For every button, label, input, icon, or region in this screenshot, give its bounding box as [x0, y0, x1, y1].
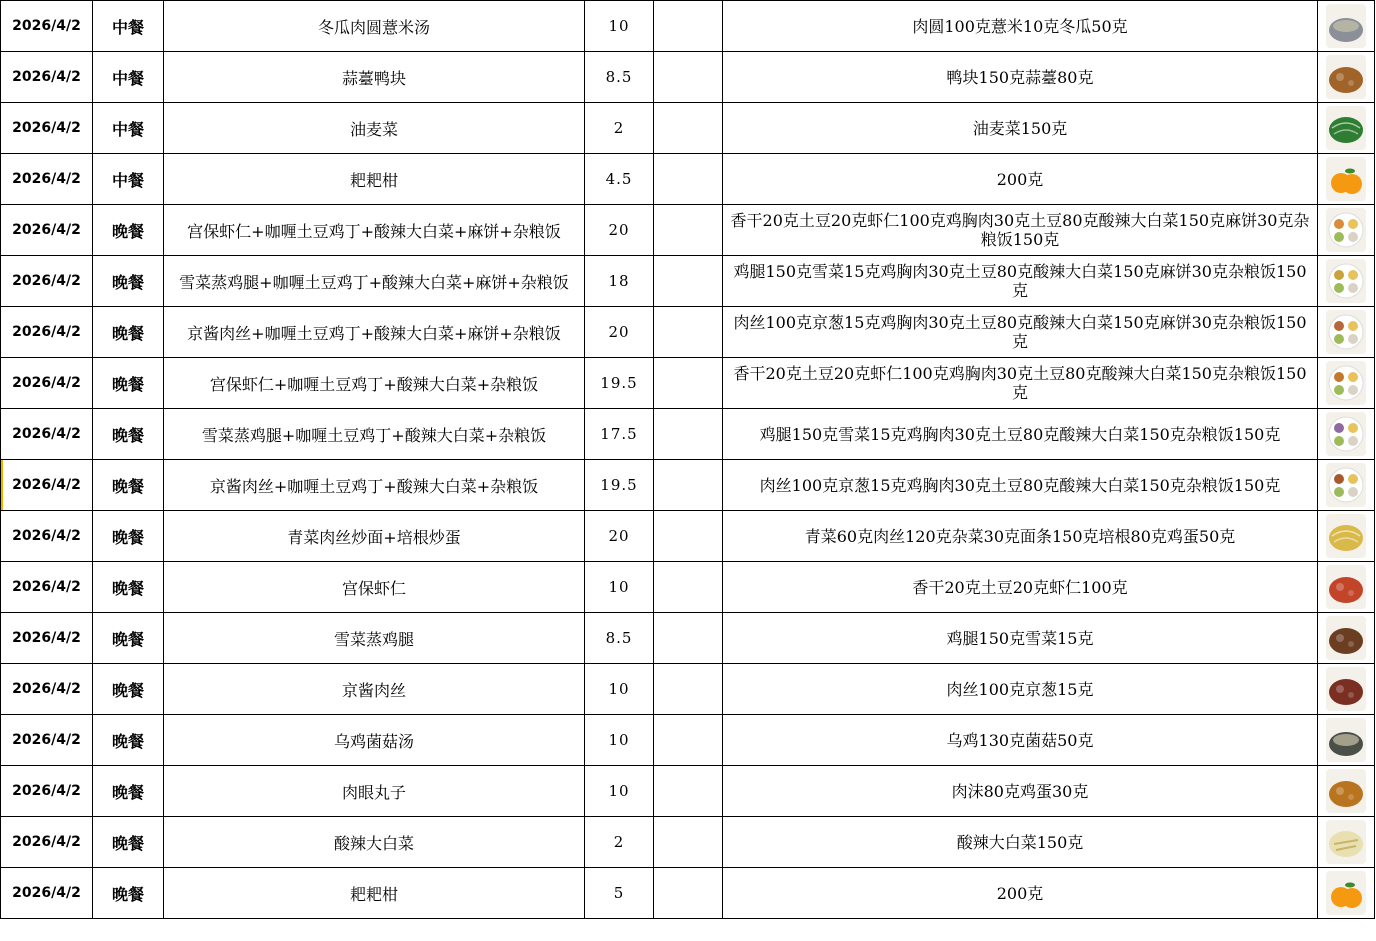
empty-cell[interactable]	[654, 1, 723, 52]
dish-name-cell[interactable]: 青菜肉丝炒面+培根炒蛋	[164, 511, 585, 562]
ingredients-cell[interactable]: 酸辣大白菜150克	[723, 817, 1318, 868]
empty-cell[interactable]	[654, 154, 723, 205]
meal-cell[interactable]: 晚餐	[93, 562, 164, 613]
price-cell[interactable]: 20	[585, 307, 654, 358]
ingredients-cell[interactable]: 乌鸡130克菌菇50克	[723, 715, 1318, 766]
table-row	[1, 460, 1375, 511]
meal-cell[interactable]: 晚餐	[93, 358, 164, 409]
price-cell[interactable]: 10	[585, 562, 654, 613]
empty-cell[interactable]	[654, 103, 723, 154]
greens-icon[interactable]	[1326, 106, 1366, 150]
date-cell[interactable]: 2026/4/2	[1, 715, 93, 766]
image-cell[interactable]	[1318, 613, 1375, 664]
empty-cell[interactable]	[654, 868, 723, 919]
date-cell[interactable]: 2026/4/2	[1, 256, 93, 307]
date-cell[interactable]: 2026/4/2	[1, 154, 93, 205]
ingredients-cell[interactable]: 香干20克土豆20克虾仁100克鸡胸肉30克土豆80克酸辣大白菜150克麻饼30克杂粮饭150克	[723, 205, 1318, 256]
meal-cell[interactable]: 中餐	[93, 103, 164, 154]
shrimp-dish-icon[interactable]	[1326, 565, 1366, 609]
meal-set-icon[interactable]	[1326, 208, 1366, 252]
meal-set-icon[interactable]	[1326, 463, 1366, 507]
table-row	[1, 1, 1375, 52]
cabbage-icon[interactable]	[1326, 820, 1366, 864]
meal-cell[interactable]: 晚餐	[93, 205, 164, 256]
meal-set-icon[interactable]	[1326, 412, 1366, 456]
ingredients-cell[interactable]: 青菜60克肉丝120克杂菜30克面条150克培根80克鸡蛋50克	[723, 511, 1318, 562]
price-cell[interactable]: 10	[585, 664, 654, 715]
price-cell[interactable]: 10	[585, 1, 654, 52]
orange-icon[interactable]	[1326, 871, 1366, 915]
table-row	[1, 103, 1375, 154]
price-cell[interactable]: 20	[585, 205, 654, 256]
dish-name-cell[interactable]: 油麦菜	[164, 103, 585, 154]
ingredients-cell[interactable]: 肉圆100克薏米10克冬瓜50克	[723, 1, 1318, 52]
meal-cell[interactable]: 晚餐	[93, 766, 164, 817]
date-cell[interactable]: 2026/4/2	[1, 664, 93, 715]
empty-cell[interactable]	[654, 460, 723, 511]
empty-cell[interactable]	[654, 205, 723, 256]
menu-table-body	[1, 1, 1375, 919]
dish-name-cell[interactable]: 乌鸡菌菇汤	[164, 715, 585, 766]
dish-name-cell[interactable]: 京酱肉丝	[164, 664, 585, 715]
table-row	[1, 562, 1375, 613]
price-cell[interactable]: 8.5	[585, 52, 654, 103]
date-cell[interactable]: 2026/4/2	[1, 205, 93, 256]
date-cell[interactable]: 2026/4/2	[1, 868, 93, 919]
table-row	[1, 52, 1375, 103]
price-cell[interactable]: 10	[585, 766, 654, 817]
date-cell[interactable]: 2026/4/2	[1, 409, 93, 460]
meal-cell[interactable]: 中餐	[93, 52, 164, 103]
chicken-leg-icon[interactable]	[1326, 616, 1366, 660]
date-cell[interactable]: 2026/4/2	[1, 766, 93, 817]
image-cell[interactable]	[1318, 409, 1375, 460]
dish-name-cell[interactable]: 耙耙柑	[164, 868, 585, 919]
meal-cell[interactable]: 中餐	[93, 154, 164, 205]
date-cell[interactable]: 2026/4/2	[1, 817, 93, 868]
image-cell[interactable]	[1318, 52, 1375, 103]
meatball-icon[interactable]	[1326, 769, 1366, 813]
price-cell[interactable]: 8.5	[585, 613, 654, 664]
dish-name-cell[interactable]: 雪菜蒸鸡腿+咖喱土豆鸡丁+酸辣大白菜+杂粮饭	[164, 409, 585, 460]
date-cell[interactable]: 2026/4/2	[1, 460, 93, 511]
ingredients-cell[interactable]: 鸡腿150克雪菜15克鸡胸肉30克土豆80克酸辣大白菜150克杂粮饭150克	[723, 409, 1318, 460]
ingredients-cell[interactable]: 200克	[723, 154, 1318, 205]
table-row	[1, 358, 1375, 409]
table-row	[1, 511, 1375, 562]
price-cell[interactable]: 17.5	[585, 409, 654, 460]
image-cell[interactable]	[1318, 511, 1375, 562]
image-cell[interactable]	[1318, 664, 1375, 715]
dish-name-cell[interactable]: 宫保虾仁	[164, 562, 585, 613]
empty-cell[interactable]	[654, 409, 723, 460]
date-cell[interactable]: 2026/4/2	[1, 562, 93, 613]
ingredients-cell[interactable]: 肉丝100克京葱15克	[723, 664, 1318, 715]
price-cell[interactable]: 4.5	[585, 154, 654, 205]
table-row	[1, 613, 1375, 664]
empty-cell[interactable]	[654, 817, 723, 868]
image-cell[interactable]	[1318, 1, 1375, 52]
dish-name-cell[interactable]: 肉眼丸子	[164, 766, 585, 817]
price-cell[interactable]: 18	[585, 256, 654, 307]
empty-cell[interactable]	[654, 358, 723, 409]
meal-cell[interactable]: 晚餐	[93, 868, 164, 919]
ingredients-cell[interactable]: 肉丝100克京葱15克鸡胸肉30克土豆80克酸辣大白菜150克麻饼30克杂粮饭150克	[723, 307, 1318, 358]
table-row	[1, 154, 1375, 205]
dish-name-cell[interactable]: 雪菜蒸鸡腿	[164, 613, 585, 664]
table-row	[1, 256, 1375, 307]
ingredients-cell[interactable]: 香干20克土豆20克虾仁100克鸡胸肉30克土豆80克酸辣大白菜150克杂粮饭150克	[723, 358, 1318, 409]
dish-name-cell[interactable]: 京酱肉丝+咖喱土豆鸡丁+酸辣大白菜+麻饼+杂粮饭	[164, 307, 585, 358]
dish-name-cell[interactable]: 耙耙柑	[164, 154, 585, 205]
table-row	[1, 307, 1375, 358]
empty-cell[interactable]	[654, 562, 723, 613]
ingredients-cell[interactable]: 肉丝100克京葱15克鸡胸肉30克土豆80克酸辣大白菜150克杂粮饭150克	[723, 460, 1318, 511]
image-cell[interactable]	[1318, 868, 1375, 919]
duck-stirfry-icon[interactable]	[1326, 55, 1366, 99]
empty-cell[interactable]	[654, 511, 723, 562]
dish-name-cell[interactable]: 雪菜蒸鸡腿+咖喱土豆鸡丁+酸辣大白菜+麻饼+杂粮饭	[164, 256, 585, 307]
ingredients-cell[interactable]: 鸡腿150克雪菜15克	[723, 613, 1318, 664]
shredded-pork-icon[interactable]	[1326, 667, 1366, 711]
dish-name-cell[interactable]: 京酱肉丝+咖喱土豆鸡丁+酸辣大白菜+杂粮饭	[164, 460, 585, 511]
dish-name-cell[interactable]: 冬瓜肉圆薏米汤	[164, 1, 585, 52]
empty-cell[interactable]	[654, 307, 723, 358]
image-cell[interactable]	[1318, 154, 1375, 205]
dish-name-cell[interactable]: 酸辣大白菜	[164, 817, 585, 868]
price-cell[interactable]: 5	[585, 868, 654, 919]
noodles-icon[interactable]	[1326, 514, 1366, 558]
table-row	[1, 817, 1375, 868]
meal-cell[interactable]: 晚餐	[93, 715, 164, 766]
price-cell[interactable]: 2	[585, 817, 654, 868]
image-cell[interactable]	[1318, 358, 1375, 409]
price-cell[interactable]: 20	[585, 511, 654, 562]
image-cell[interactable]	[1318, 256, 1375, 307]
ingredients-cell[interactable]: 肉沫80克鸡蛋30克	[723, 766, 1318, 817]
price-cell[interactable]: 19.5	[585, 358, 654, 409]
ingredients-cell[interactable]: 鸭块150克蒜薹80克	[723, 52, 1318, 103]
ingredients-cell[interactable]: 香干20克土豆20克虾仁100克	[723, 562, 1318, 613]
image-cell[interactable]	[1318, 817, 1375, 868]
meal-cell[interactable]: 晚餐	[93, 460, 164, 511]
empty-cell[interactable]	[654, 256, 723, 307]
soup-pot-icon[interactable]	[1326, 718, 1366, 762]
image-cell[interactable]	[1318, 103, 1375, 154]
meal-cell[interactable]: 晚餐	[93, 307, 164, 358]
ingredients-cell[interactable]: 油麦菜150克	[723, 103, 1318, 154]
image-cell[interactable]	[1318, 562, 1375, 613]
meal-set-icon[interactable]	[1326, 259, 1366, 303]
meal-cell[interactable]: 晚餐	[93, 664, 164, 715]
ingredients-cell[interactable]: 鸡腿150克雪菜15克鸡胸肉30克土豆80克酸辣大白菜150克麻饼30克杂粮饭150克	[723, 256, 1318, 307]
table-row	[1, 409, 1375, 460]
price-cell[interactable]: 2	[585, 103, 654, 154]
empty-cell[interactable]	[654, 715, 723, 766]
date-cell[interactable]: 2026/4/2	[1, 307, 93, 358]
meal-cell[interactable]: 晚餐	[93, 817, 164, 868]
soup-bowl-icon[interactable]	[1326, 4, 1366, 48]
table-row	[1, 664, 1375, 715]
empty-cell[interactable]	[654, 613, 723, 664]
image-cell[interactable]	[1318, 715, 1375, 766]
ingredients-cell[interactable]: 200克	[723, 868, 1318, 919]
image-cell[interactable]	[1318, 307, 1375, 358]
table-row	[1, 715, 1375, 766]
table-row	[1, 205, 1375, 256]
meal-set-icon[interactable]	[1326, 310, 1366, 354]
meal-cell[interactable]: 晚餐	[93, 613, 164, 664]
table-row	[1, 766, 1375, 817]
price-cell[interactable]: 10	[585, 715, 654, 766]
table-row	[1, 868, 1375, 919]
image-cell[interactable]	[1318, 460, 1375, 511]
date-cell[interactable]: 2026/4/2	[1, 613, 93, 664]
date-cell[interactable]: 2026/4/2	[1, 1, 93, 52]
dish-name-cell[interactable]: 宫保虾仁+咖喱土豆鸡丁+酸辣大白菜+麻饼+杂粮饭	[164, 205, 585, 256]
orange-icon[interactable]	[1326, 157, 1366, 201]
price-cell[interactable]: 19.5	[585, 460, 654, 511]
date-cell[interactable]: 2026/4/2	[1, 511, 93, 562]
meal-cell[interactable]: 晚餐	[93, 511, 164, 562]
meal-cell[interactable]: 中餐	[93, 1, 164, 52]
dish-name-cell[interactable]: 蒜薹鸭块	[164, 52, 585, 103]
meal-cell[interactable]: 晚餐	[93, 256, 164, 307]
date-cell[interactable]: 2026/4/2	[1, 52, 93, 103]
empty-cell[interactable]	[654, 52, 723, 103]
empty-cell[interactable]	[654, 766, 723, 817]
date-cell[interactable]: 2026/4/2	[1, 103, 93, 154]
meal-cell[interactable]: 晚餐	[93, 409, 164, 460]
image-cell[interactable]	[1318, 766, 1375, 817]
empty-cell[interactable]	[654, 664, 723, 715]
dish-name-cell[interactable]: 宫保虾仁+咖喱土豆鸡丁+酸辣大白菜+杂粮饭	[164, 358, 585, 409]
meal-set-icon[interactable]	[1326, 361, 1366, 405]
date-cell[interactable]: 2026/4/2	[1, 358, 93, 409]
image-cell[interactable]	[1318, 205, 1375, 256]
